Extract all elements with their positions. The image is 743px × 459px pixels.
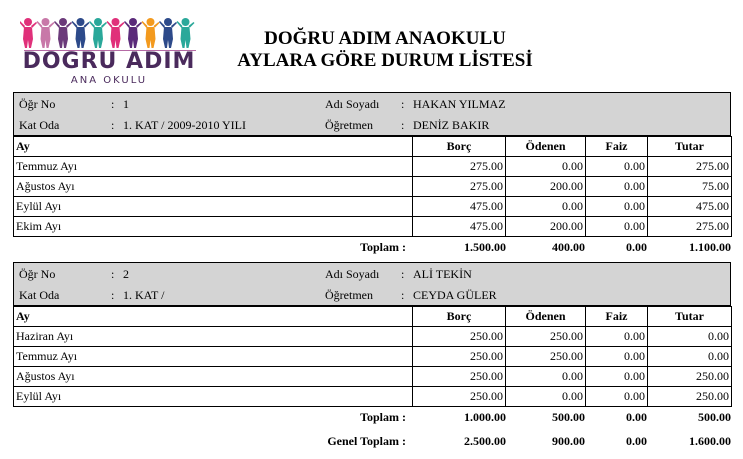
col-header-tutar: Tutar bbox=[648, 307, 732, 327]
col-header-borc: Borç bbox=[413, 137, 506, 157]
genel-toplam-label: Genel Toplam : bbox=[327, 434, 406, 448]
genel-toplam-row bbox=[13, 431, 731, 451]
cell-odenen: 0.00 bbox=[506, 157, 586, 177]
toplam-row bbox=[13, 407, 731, 427]
cell-borc: 475.00 bbox=[413, 217, 506, 237]
genel-toplam-tutar: 1.600.00 bbox=[689, 434, 731, 448]
table-row bbox=[14, 197, 732, 217]
cell-tutar: 275.00 bbox=[648, 217, 732, 237]
cell-borc: 250.00 bbox=[413, 347, 506, 367]
ogr-no-label: Öğr No bbox=[19, 97, 56, 111]
cell-faiz: 0.00 bbox=[586, 367, 648, 387]
ogr-no-value: 1 bbox=[123, 97, 129, 111]
cell-borc: 250.00 bbox=[413, 327, 506, 347]
cell-borc: 250.00 bbox=[413, 367, 506, 387]
colon: : bbox=[111, 118, 115, 132]
cell-tutar: 0.00 bbox=[648, 327, 732, 347]
cell-ay: Haziran Ayı bbox=[14, 327, 413, 347]
table-row bbox=[14, 217, 732, 237]
colon: : bbox=[111, 288, 115, 302]
col-header-faiz: Faiz bbox=[586, 307, 648, 327]
cell-tutar: 475.00 bbox=[648, 197, 732, 217]
children-figures-icon bbox=[20, 15, 196, 49]
adi-soyadi-value: ALİ TEKİN bbox=[413, 267, 472, 281]
cell-ay: Temmuz Ayı bbox=[14, 157, 413, 177]
colon: : bbox=[111, 267, 115, 281]
cell-faiz: 0.00 bbox=[586, 177, 648, 197]
table-row bbox=[14, 157, 732, 177]
cell-tutar: 75.00 bbox=[648, 177, 732, 197]
colon: : bbox=[401, 97, 405, 111]
col-header-faiz: Faiz bbox=[586, 137, 648, 157]
genel-toplam-faiz: 0.00 bbox=[626, 434, 647, 448]
payment-table bbox=[13, 306, 732, 407]
kat-oda-label: Kat Oda bbox=[19, 118, 60, 132]
report-title-line1: DOĞRU ADIM ANAOKULU bbox=[264, 28, 506, 49]
logo-subtitle-text: ANA OKULU bbox=[70, 75, 148, 86]
ogretmen-label: Öğretmen bbox=[325, 118, 373, 132]
table-row bbox=[14, 367, 732, 387]
cell-odenen: 250.00 bbox=[506, 347, 586, 367]
cell-odenen: 200.00 bbox=[506, 217, 586, 237]
adi-soyadi-value: HAKAN YILMAZ bbox=[413, 97, 506, 111]
toplam-odenen: 400.00 bbox=[552, 240, 585, 254]
cell-ay: Ağustos Ayı bbox=[14, 177, 413, 197]
col-header-odenen: Ödenen bbox=[506, 307, 586, 327]
genel-toplam-odenen: 900.00 bbox=[552, 434, 585, 448]
cell-ay: Eylül Ayı bbox=[14, 197, 413, 217]
cell-borc: 275.00 bbox=[413, 157, 506, 177]
school-logo bbox=[14, 12, 204, 86]
toplam-tutar: 1.100.00 bbox=[689, 240, 731, 254]
cell-tutar: 250.00 bbox=[648, 367, 732, 387]
student-info-panel bbox=[13, 262, 731, 306]
toplam-odenen: 500.00 bbox=[552, 410, 585, 424]
cell-faiz: 0.00 bbox=[586, 347, 648, 367]
ogretmen-label: Öğretmen bbox=[325, 288, 373, 302]
col-header-ay: Ay bbox=[14, 137, 413, 157]
cell-faiz: 0.00 bbox=[586, 157, 648, 177]
toplam-tutar: 500.00 bbox=[698, 410, 731, 424]
ogr-no-value: 2 bbox=[123, 267, 129, 281]
ogretmen-value: DENİZ BAKIR bbox=[413, 118, 490, 132]
report-title-line2: AYLARA GÖRE DURUM LİSTESİ bbox=[237, 50, 533, 71]
ogretmen-value: CEYDA GÜLER bbox=[413, 288, 497, 302]
payment-table bbox=[13, 136, 732, 237]
cell-ay: Temmuz Ayı bbox=[14, 347, 413, 367]
colon: : bbox=[401, 288, 405, 302]
ogr-no-label: Öğr No bbox=[19, 267, 56, 281]
report-title bbox=[220, 28, 550, 72]
cell-tutar: 0.00 bbox=[648, 347, 732, 367]
adi-soyadi-label: Adı Soyadı bbox=[325, 97, 380, 111]
cell-faiz: 0.00 bbox=[586, 217, 648, 237]
col-header-borc: Borç bbox=[413, 307, 506, 327]
cell-ay: Ekim Ayı bbox=[14, 217, 413, 237]
colon: : bbox=[111, 97, 115, 111]
table-row bbox=[14, 387, 732, 407]
col-header-odenen: Ödenen bbox=[506, 137, 586, 157]
genel-toplam-borc: 2.500.00 bbox=[464, 434, 506, 448]
student-info-panel bbox=[13, 92, 731, 136]
toplam-faiz: 0.00 bbox=[626, 240, 647, 254]
adi-soyadi-label: Adı Soyadı bbox=[325, 267, 380, 281]
cell-odenen: 200.00 bbox=[506, 177, 586, 197]
cell-faiz: 0.00 bbox=[586, 327, 648, 347]
cell-tutar: 250.00 bbox=[648, 387, 732, 407]
cell-odenen: 250.00 bbox=[506, 327, 586, 347]
col-header-tutar: Tutar bbox=[648, 137, 732, 157]
toplam-label: Toplam : bbox=[360, 240, 406, 254]
toplam-borc: 1.500.00 bbox=[464, 240, 506, 254]
toplam-row bbox=[13, 237, 731, 257]
student-block-1 bbox=[13, 92, 731, 257]
table-row bbox=[14, 347, 732, 367]
cell-borc: 475.00 bbox=[413, 197, 506, 217]
table-row bbox=[14, 327, 732, 347]
student-block-2 bbox=[13, 262, 731, 451]
kat-oda-value: 1. KAT / bbox=[123, 288, 165, 302]
cell-ay: Eylül Ayı bbox=[14, 387, 413, 407]
toplam-label: Toplam : bbox=[360, 410, 406, 424]
cell-borc: 250.00 bbox=[413, 387, 506, 407]
cell-faiz: 0.00 bbox=[586, 387, 648, 407]
kat-oda-label: Kat Oda bbox=[19, 288, 60, 302]
toplam-borc: 1.000.00 bbox=[464, 410, 506, 424]
cell-odenen: 0.00 bbox=[506, 367, 586, 387]
cell-odenen: 0.00 bbox=[506, 387, 586, 407]
cell-odenen: 0.00 bbox=[506, 197, 586, 217]
kat-oda-value: 1. KAT / 2009-2010 YILI bbox=[123, 118, 246, 132]
colon: : bbox=[401, 267, 405, 281]
table-header-row bbox=[14, 137, 732, 157]
cell-ay: Ağustos Ayı bbox=[14, 367, 413, 387]
table-header-row bbox=[14, 307, 732, 327]
cell-faiz: 0.00 bbox=[586, 197, 648, 217]
logo-brand-text: DOGRU ADIM bbox=[22, 49, 196, 74]
cell-borc: 275.00 bbox=[413, 177, 506, 197]
cell-tutar: 275.00 bbox=[648, 157, 732, 177]
table-row bbox=[14, 177, 732, 197]
col-header-ay: Ay bbox=[14, 307, 413, 327]
colon: : bbox=[401, 118, 405, 132]
toplam-faiz: 0.00 bbox=[626, 410, 647, 424]
